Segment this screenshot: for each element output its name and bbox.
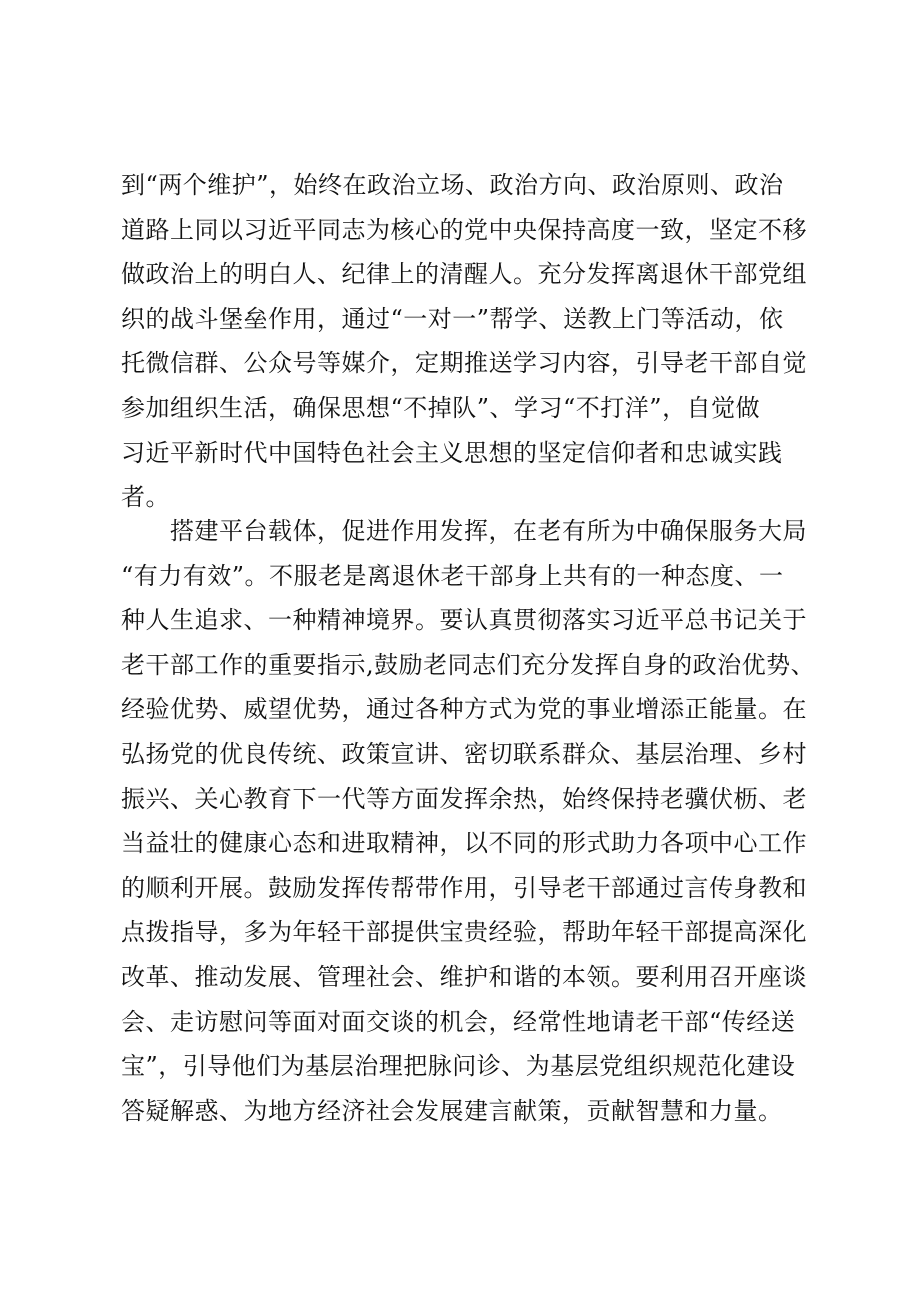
- text-line: 织的战斗堡垒作用，通过“一对一”帮学、送教上门等活动，依: [121, 304, 784, 333]
- text-line: 经验优势、威望优势，通过各种方式为党的事业增添正能量。在: [121, 695, 807, 724]
- text-line: 的顺利开展。鼓励发挥传帮带作用，引导老干部通过言传身教和: [121, 873, 807, 902]
- text-line: 参加组织生活，确保思想“不掉队”、学习“不打洋”，自觉做: [121, 393, 761, 422]
- text-line: 做政治上的明白人、纪律上的清醒人。充分发挥离退休干部党组: [121, 260, 807, 289]
- text-line: 振兴、关心教育下一代等方面发挥余热，始终保持老骥伏枥、老: [121, 784, 807, 813]
- text-line: 宝”，引导他们为基层治理把脉问诊、为基层党组织规范化建设: [121, 1052, 796, 1081]
- text-line: 到“两个维护”，始终在政治立场、政治方向、政治原则、政治: [121, 171, 784, 199]
- text-line: 种人生追求、一种精神境界。要认真贯彻落实习近平总书记关于: [121, 606, 807, 635]
- paragraph-platform: [121, 509, 816, 1133]
- text-line: 托微信群、公众号等媒介，定期推送学习内容，引导老干部自觉: [121, 349, 807, 378]
- text-line: 答疑解惑、为地方经济社会发展建言献策，贡献智慧和力量。: [121, 1096, 783, 1125]
- text-line: 老干部工作的重要指示,鼓励老同志们充分发挥自身的政治优势、: [121, 650, 816, 679]
- text-line: 者。: [121, 483, 170, 512]
- text-line: “有力有效”。不服老是离退休老干部身上共有的一种态度、一: [121, 561, 784, 590]
- text-line: 会、走访慰问等面对面交谈的机会，经常性地请老干部“传经送: [121, 1007, 796, 1036]
- text-line: 弘扬党的优良传统、政策宣讲、密切联系群众、基层治理、乡村: [121, 739, 807, 768]
- text-line: 习近平新时代中国特色社会主义思想的坚定信仰者和忠诚实践: [121, 438, 783, 467]
- text-line: 当益壮的健康心态和进取精神，以不同的形式助力各项中心工作: [121, 829, 807, 858]
- text-line: 改革、推动发展、管理社会、维护和谐的本领。要利用召开座谈: [121, 962, 807, 991]
- text-line: 道路上同以习近平同志为核心的党中央保持高度一致，坚定不移: [121, 215, 807, 244]
- text-line: 点拨指导，多为年轻干部提供宝贵经验，帮助年轻干部提高深化: [121, 918, 807, 947]
- text-line-first: 搭建平台载体，促进作用发挥，在老有所为中确保服务大局: [170, 517, 807, 545]
- paragraph-continued: [121, 163, 811, 520]
